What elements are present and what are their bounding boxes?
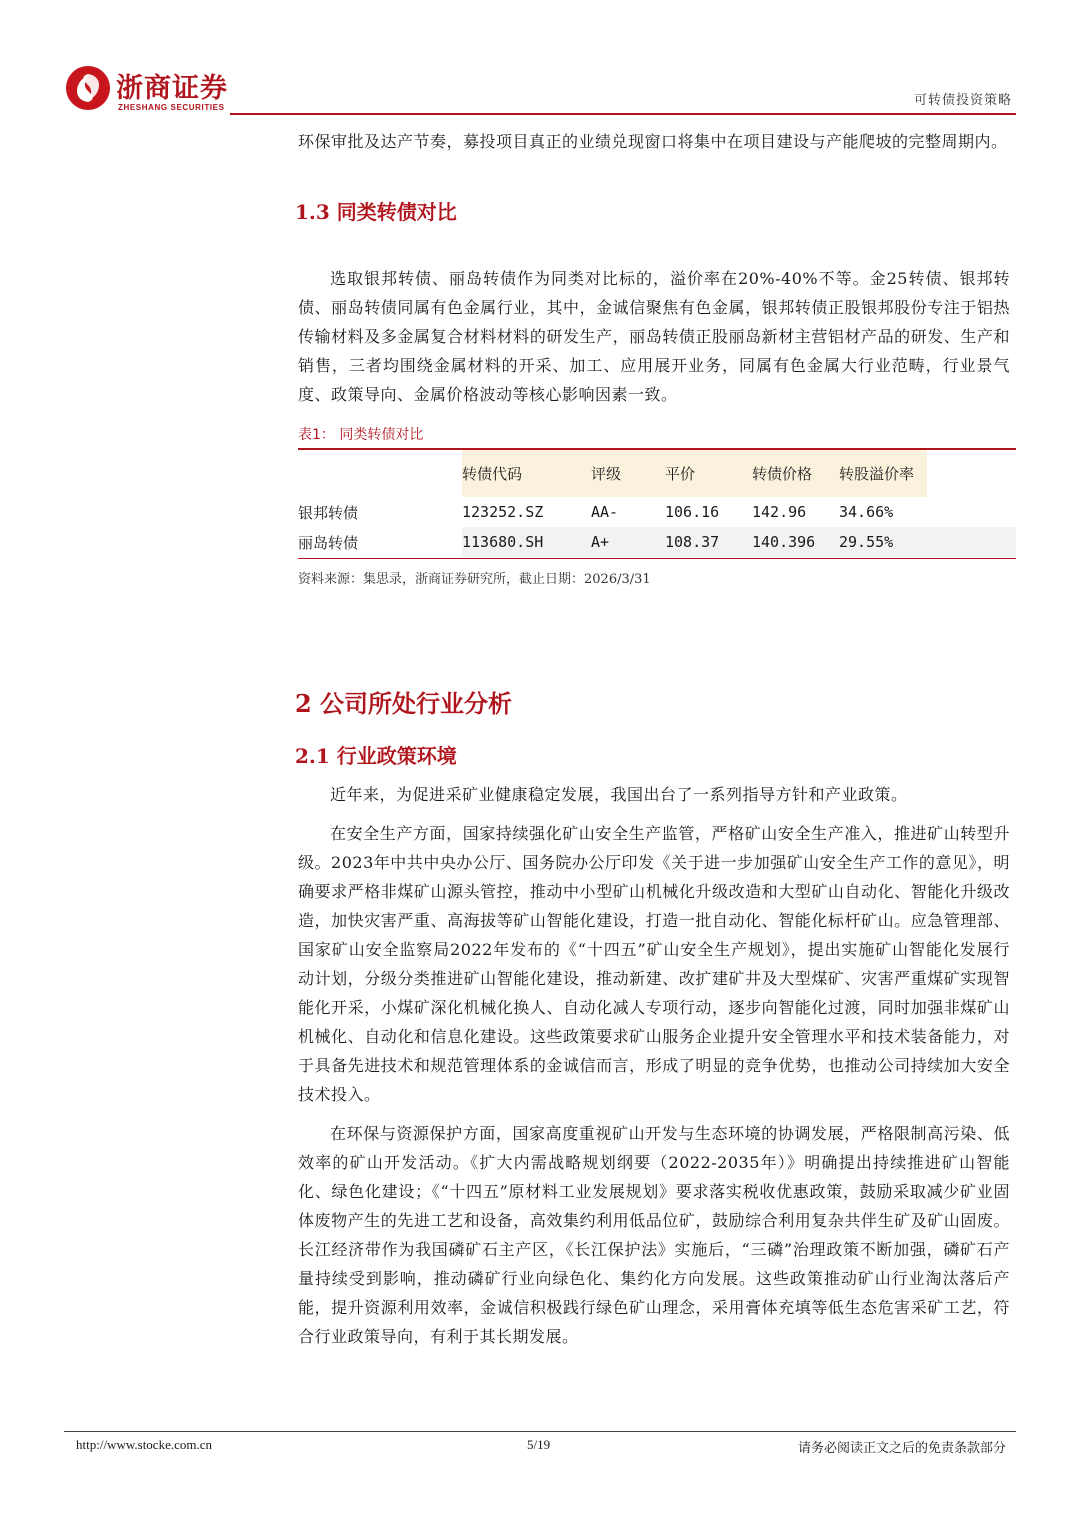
footer-divider (64, 1431, 1016, 1432)
zheshang-logo-icon (64, 64, 112, 112)
table-header-cell: 转债代码 (462, 450, 591, 497)
table-cell: 丽岛转债 (298, 533, 359, 552)
table-cell: 113680.SH (462, 527, 591, 557)
table-caption: 表1： 同类转债对比 (298, 427, 424, 443)
table-cell: 银邦转债 (298, 503, 359, 522)
header-divider (230, 113, 1016, 115)
table-row (298, 497, 1016, 527)
table-header-cell: 转股溢价率 (839, 450, 927, 497)
table-header-cell (298, 450, 462, 497)
section-2-1-paragraph: 近年来，为促进采矿业健康稳定发展，我国出台了一系列指导方针和产业政策。 (330, 785, 908, 804)
table-cell: 34.66% (839, 503, 894, 521)
table-source-note: 资料来源：集思录，浙商证券研究所，截止日期：2026/3/31 (298, 572, 651, 587)
brand-name-en: ZHESHANG SECURITIES (118, 103, 225, 112)
document-type: 可转债投资策略 (913, 93, 1012, 108)
comparison-table (298, 450, 1016, 557)
footer-disclaimer: 请务必阅读正文之后的免责条款部分 (797, 1441, 1006, 1456)
table-header-spacer (927, 450, 1016, 497)
intro-paragraph: 环保审批及达产节奏，募投项目真正的业绩兑现窗口将集中在项目建设与产能爬坡的完整周期内。 (298, 132, 1008, 151)
table-cell: 29.55% (839, 527, 927, 557)
brand-name: 浙商证券 (116, 73, 228, 104)
table-cell: A+ (591, 527, 665, 557)
page-header (0, 0, 1080, 118)
table-cell: 140.396 (752, 527, 839, 557)
table-header-row (298, 450, 1016, 497)
table-header-cell: 转债价格 (752, 450, 839, 497)
page-number: 5/19 (527, 1437, 551, 1452)
footer-website-link[interactable]: http://www.stocke.com.cn (76, 1437, 212, 1452)
table-bottom-rule (298, 558, 1016, 559)
table-cell-empty (927, 527, 1016, 557)
table-cell: AA- (591, 503, 619, 521)
section-2-1-paragraph: 在安全生产方面，国家持续强化矿山安全生产监管，严格矿山安全生产准入，推进矿山转型升级。2023年中共中央办公厅、国务院办公厅印发《关于进一步加强矿山安全生产工作的意见》，明确要求严格非煤矿山源头管控，推动中小型矿山机械化升级改造和大型矿山自动化、智能化升级改造，加快灾害严重、高海拔等矿山智能化建设，打造一批自动化、智能化标杆矿山。应急管理部、国家矿山安全监察局2022年发布的《“十四五”矿山安全生产规划》，提出实施矿山智能化发展行动计划，分级分类推进矿山智能化建设，推动新建、改扩建矿井及大型煤矿、灾害严重煤矿实现智能化开采，小煤矿深化机械化换人、自动化减人专项行动，逐步向智能化过渡，同时加强非煤矿山机械化、自动化和信息化建设。这些政策要求矿山服务企业提升安全管理水平和技术装备能力，对于具备先进技术和规范管理体系的金诚信而言，形成了明显的竞争优势，也推动公司持续加大安全技术投入。 (298, 824, 1010, 1104)
table-cell: 142.96 (752, 503, 807, 521)
table-cell-empty (927, 497, 1016, 527)
table-cell: 123252.SZ (462, 503, 544, 521)
section-2-1-body (298, 780, 1010, 1351)
table-header-cell: 评级 (591, 450, 665, 497)
section-2-1-paragraph: 在环保与资源保护方面，国家高度重视矿山开发与生态环境的协调发展，严格限制高污染、低效率的矿山开发活动。《扩大内需战略规划纲要（2022-2035年）》明确提出持续推进矿山智能化、绿色化建设；《“十四五”原材料工业发展规划》要求落实税收优惠政策，鼓励采取减少矿业固体废物产生的先进工艺和设备，高效集约利用低品位矿，鼓励综合利用复杂共伴生矿及矿山固废。长江经济带作为我国磷矿石主产区，《长江保护法》实施后，“三磷”治理政策不断加强，磷矿石产量持续受到影响，推动磷矿行业向绿色化、集约化方向发展。这些政策推动矿山行业淘汰落后产能，提升资源利用效率，金诚信积极践行绿色矿山理念，采用膏体充填等低生态危害采矿工艺，符合行业政策导向，有利于其长期发展。 (298, 1124, 1010, 1346)
section-heading-1-3: 1.3 同类转债对比 (295, 200, 457, 224)
section-1-3-paragraph: 选取银邦转债、丽岛转债作为同类对比标的，溢价率在20%-40%不等。金25转债、银邦转债、丽岛转债同属有色金属行业，其中，金诚信聚焦有色金属，银邦转债正股银邦股份专注于铝热传输材料及多金属复合材料材料的研发生产，丽岛转债正股丽岛新材主营铝材产品的研发、生产和销售，三者均围绕金属材料的开采、加工、应用展开业务，同属有色金属大行业范畴，行业景气度、政策导向、金属价格波动等核心影响因素一致。 (298, 269, 1010, 404)
table-cell: 106.16 (665, 503, 720, 521)
section-heading-2-1: 2.1 行业政策环境 (295, 744, 457, 768)
table-header-cell: 平价 (665, 450, 752, 497)
section-heading-2: 2 公司所处行业分析 (295, 689, 513, 718)
table-cell: 108.37 (665, 527, 752, 557)
table-row (298, 527, 1016, 557)
section-1-3-body (298, 264, 1010, 409)
intro-block (298, 127, 1010, 156)
